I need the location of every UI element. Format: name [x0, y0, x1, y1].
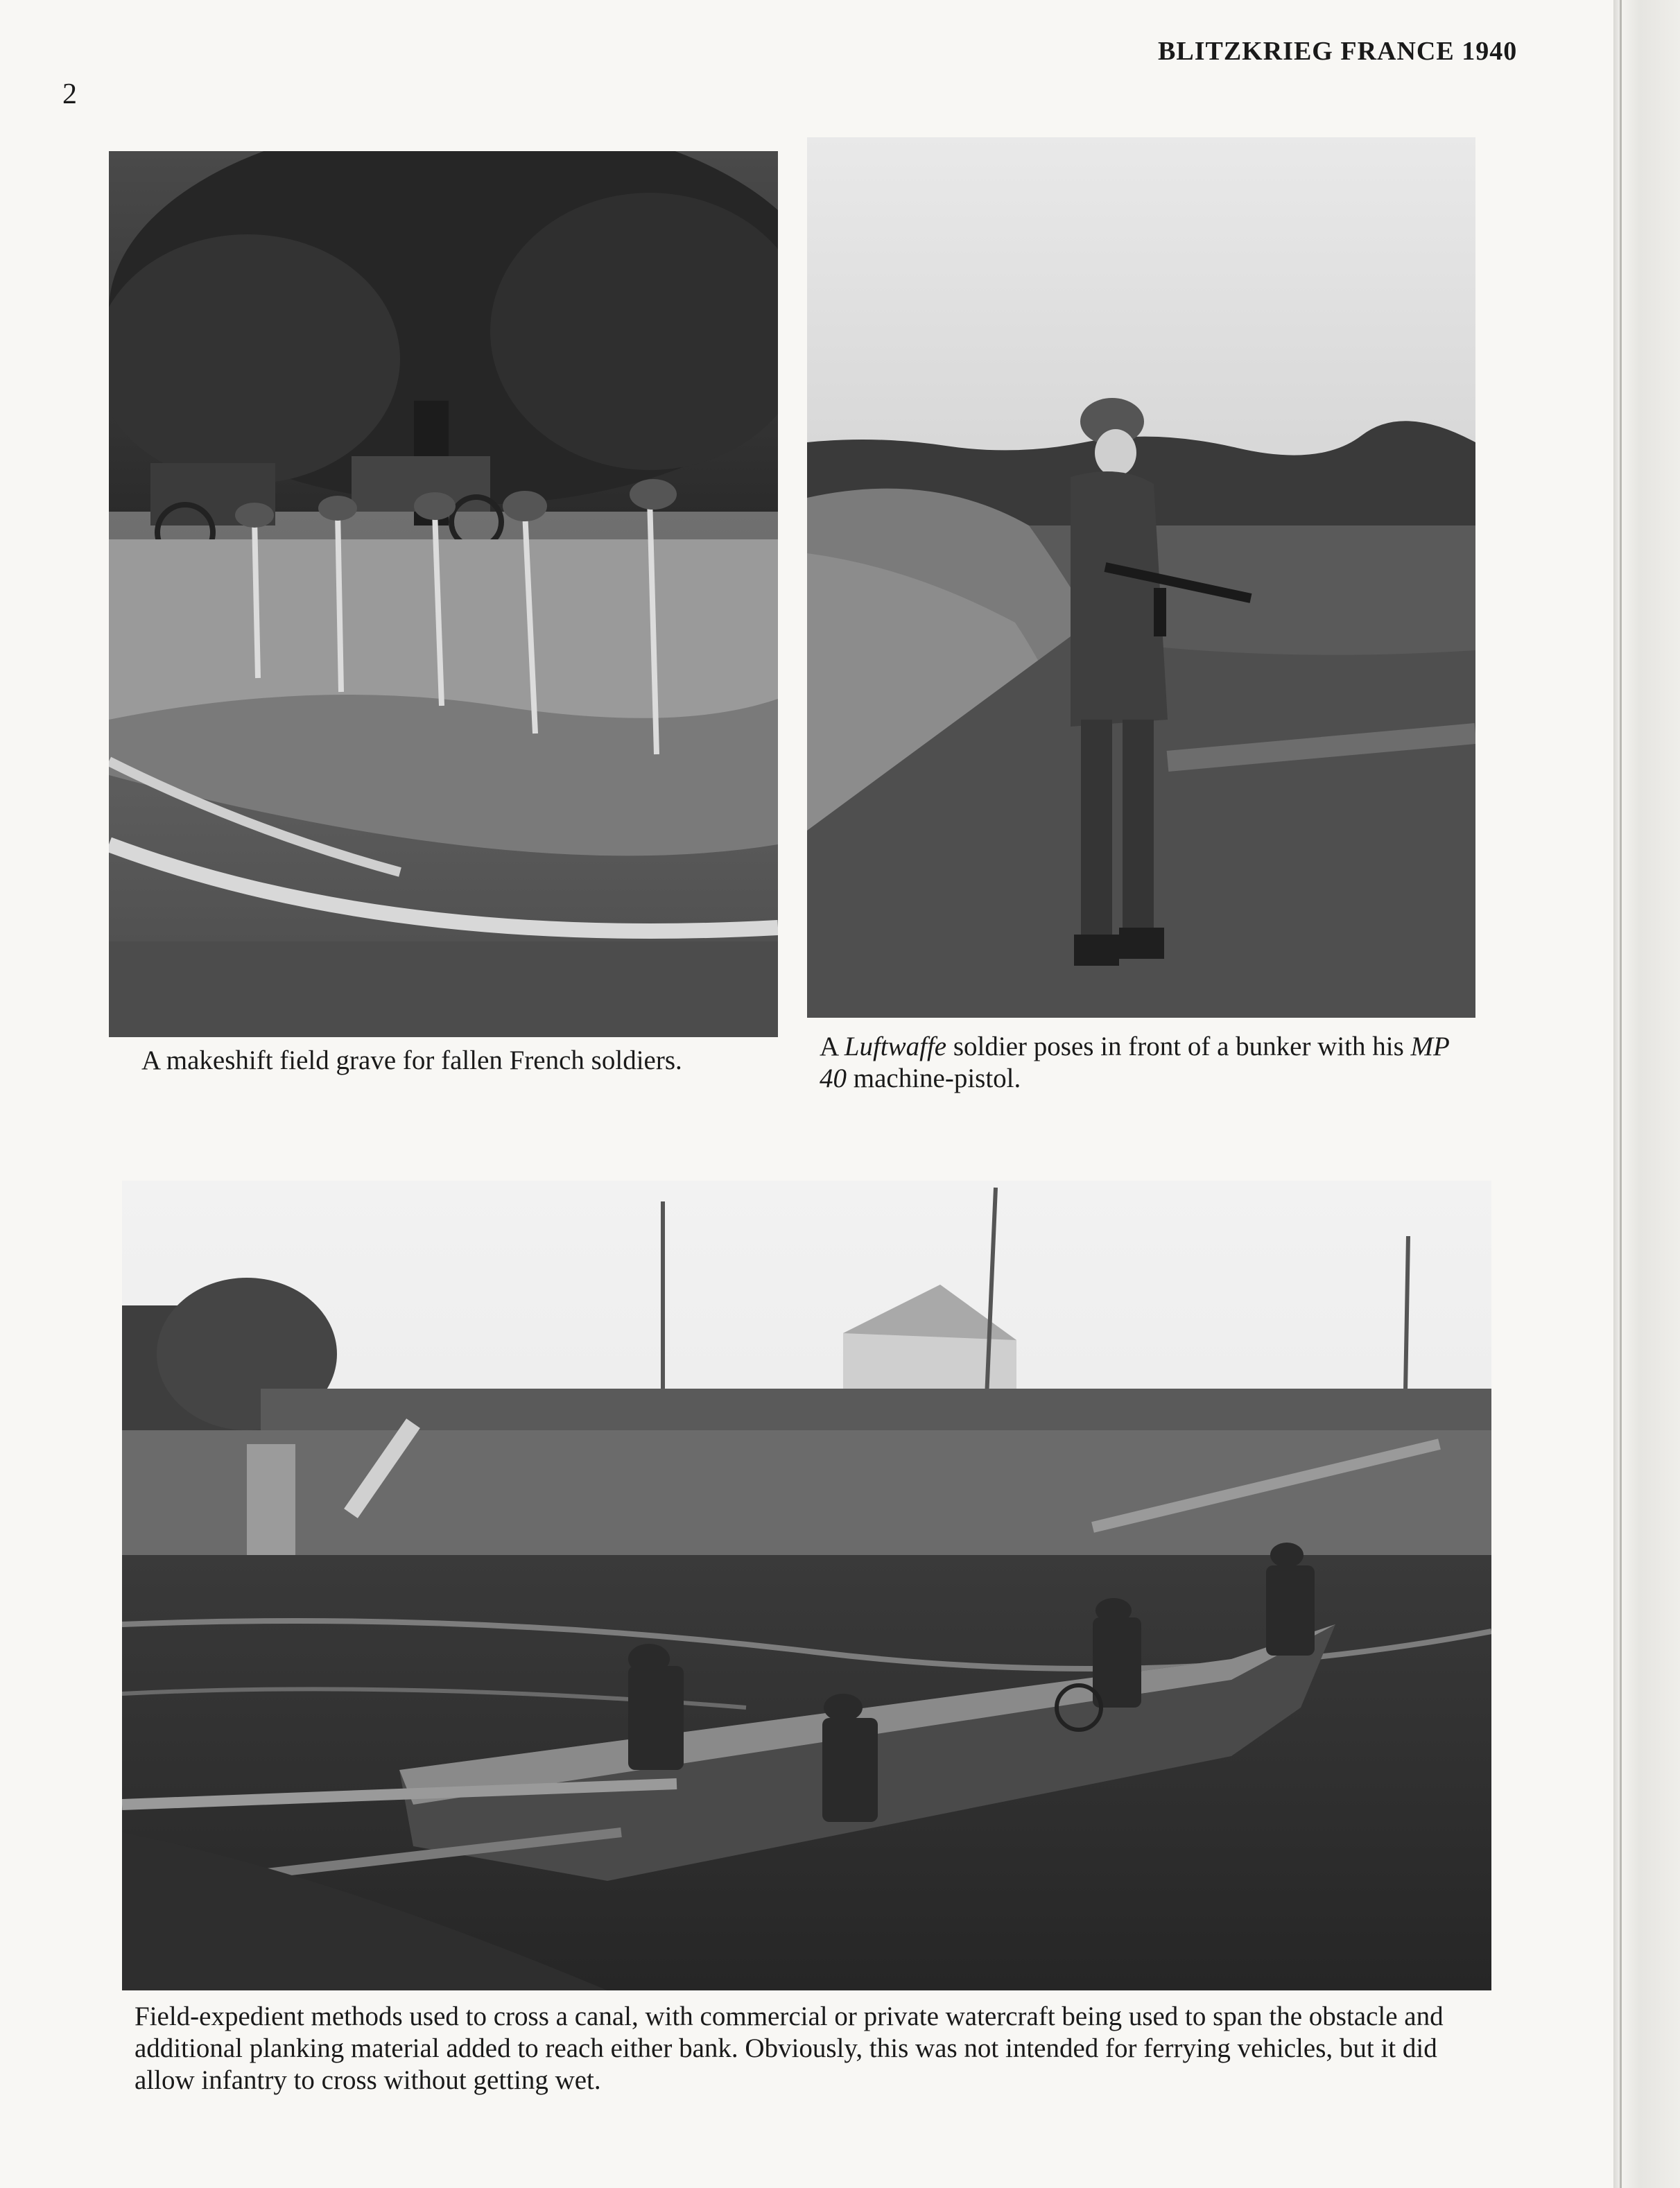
photo-field-grave [109, 151, 778, 1037]
page-edge-line [1620, 0, 1622, 2188]
caption-term-luftwaffe: Luftwaffe [844, 1032, 947, 1061]
photo-luftwaffe-soldier [807, 137, 1475, 1018]
caption-text: machine-pistol. [847, 1063, 1021, 1093]
caption-text: A [820, 1032, 845, 1061]
caption-field-grave: A makeshift field grave for fallen French soldiers. [141, 1045, 682, 1075]
caption-canal-crossing: Field-expedient methods used to cross a canal, with commercial or private watercraft being used to span the obstacle and additional planking material added to reach either bank. Obviously, this was not intended for ferrying vehicles, but it did allow infantry to cross without getting wet. [135, 2002, 1444, 2095]
running-head: BLITZKRIEG FRANCE 1940 [1158, 37, 1518, 66]
page-number: 2 [62, 78, 77, 110]
caption-text: soldier poses in front of a bunker with his [946, 1032, 1411, 1061]
photo-canal-crossing [122, 1181, 1491, 1990]
page-gutter [1613, 0, 1680, 2188]
caption-term-mp40: MP 40 [820, 1032, 1450, 1093]
caption-luftwaffe-soldier [820, 1031, 1471, 1095]
